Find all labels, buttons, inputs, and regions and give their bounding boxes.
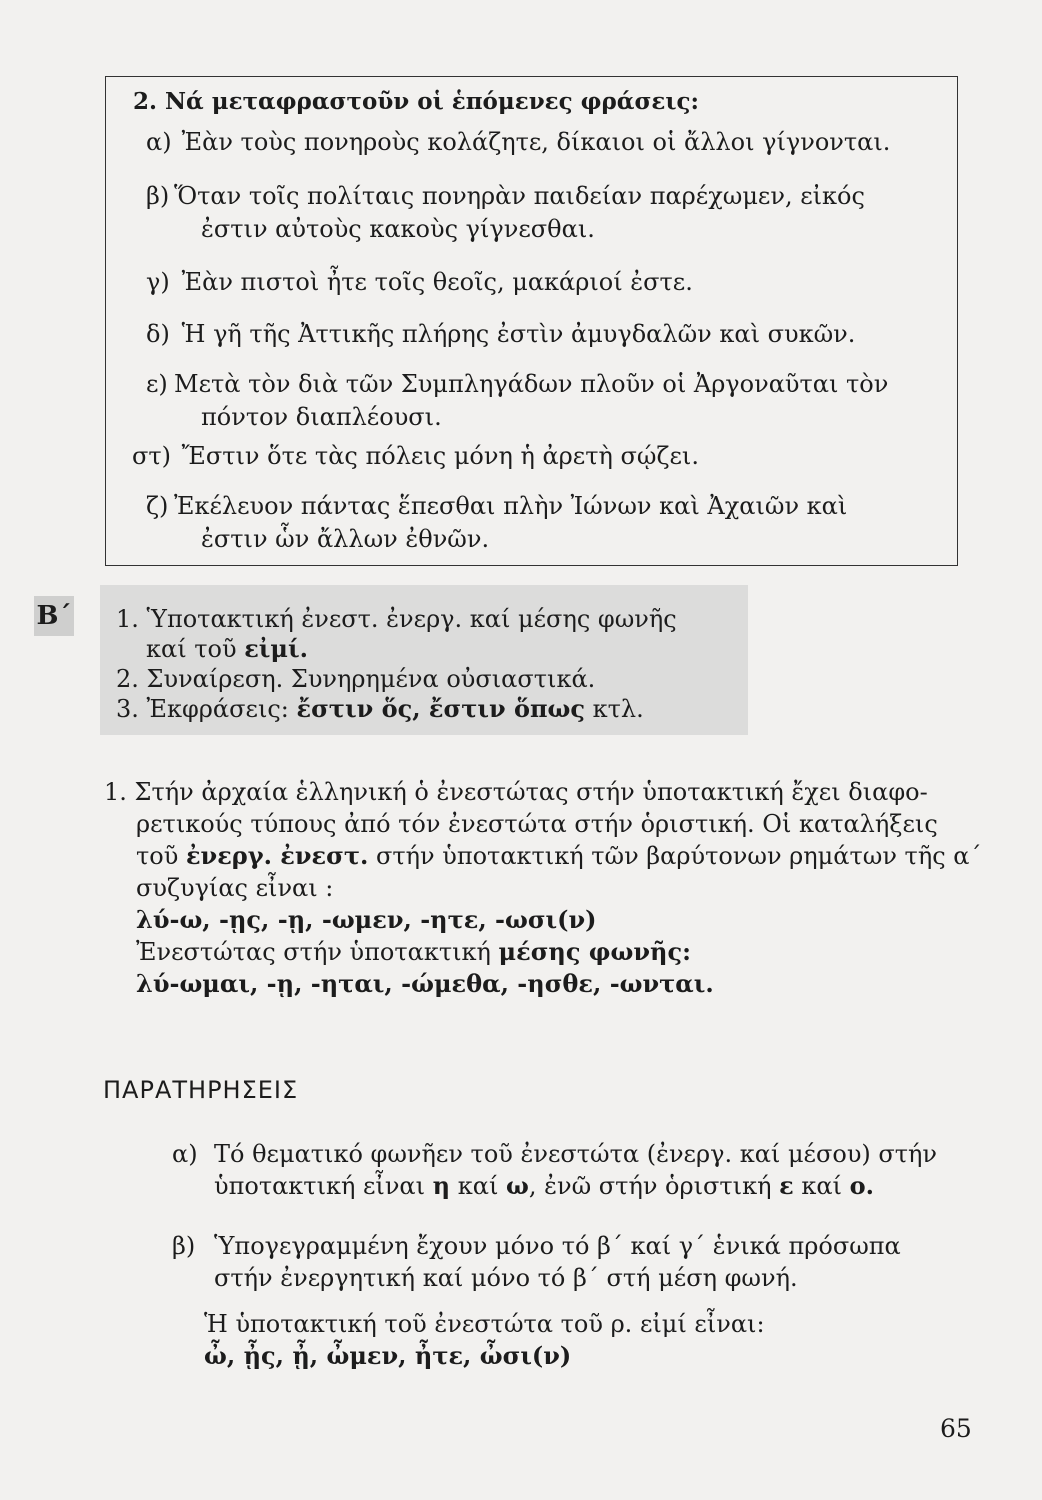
body-paragraph <box>104 776 981 1000</box>
item-label: ε) <box>146 370 168 398</box>
exercise-item-z <box>146 490 847 556</box>
observation-c <box>204 1308 765 1372</box>
obs-line: στήν ἐνεργητική καί μόνο τό β΄ στή μέση φωνή. <box>214 1264 798 1292</box>
body-line: συζυγίας εἶναι : <box>136 874 334 902</box>
obs-line <box>172 1170 937 1202</box>
exercise-item-d <box>146 318 855 351</box>
body-line: ρετικούς τύπους ἀπό τόν ἐνεστώτα στήν ὁριστική. Οἱ καταλήξεις <box>136 810 938 838</box>
item-text: Ἐκέλευον πάντας ἕπεσθαι πλὴν Ἰώνων καὶ Ἀχαιῶν καὶ <box>174 492 848 520</box>
body-bold: ἐνεργ. ἐνεστ. <box>185 841 369 870</box>
obs-bold: ε <box>779 1171 794 1200</box>
obs-text: , ἐνῶ στήν ὁριστική <box>528 1172 780 1200</box>
obs-text: Τό θεματικό φωνῆεν τοῦ ἐνεστώτα (ἐνεργ. καί μέσου) στήν <box>214 1140 938 1168</box>
obs-label: β) <box>172 1232 196 1260</box>
obs-text: Ὑπογεγραμμένη ἔχουν μόνο τό β΄ καί γ΄ ἑνικά πρόσωπα <box>214 1232 901 1260</box>
body-text: Ἐνεστώτας στήν ὑποτακτική <box>136 938 499 966</box>
section-mark: Β΄ <box>34 596 74 636</box>
item-text: Ἐὰν τοὺς πονηροὺς κολάζητε, δίκαιοι οἱ ἄλλοι γίγνονται. <box>181 128 891 156</box>
body-text: τοῦ <box>136 842 186 870</box>
item-text: Ἐὰν πιστοὶ ἦτε τοῖς θεοῖς, μακάριοί ἐστε. <box>181 268 693 296</box>
exercise-item-st <box>132 440 699 473</box>
body-line <box>104 936 981 968</box>
summary-text: 3. Ἐκφράσεις: <box>116 695 297 723</box>
obs-bold: η <box>432 1171 451 1200</box>
obs-line: Ἡ ὑποτακτική τοῦ ἐνεστώτα τοῦ ρ. εἰμί εἶναι: <box>204 1310 765 1338</box>
obs-text: καί <box>793 1172 850 1200</box>
item-text-cont: ἐστιν αὐτοὺς κακοὺς γίγνεσθαι. <box>201 215 595 243</box>
item-label: α) <box>146 128 172 156</box>
exercise-item-b <box>146 180 865 246</box>
item-label: γ) <box>146 268 170 296</box>
summary-line-2: 2. Συναίρεση. Συνηρημένα οὐσιαστικά. <box>116 665 596 693</box>
obs-text: ὑποτακτική εἶναι <box>214 1172 433 1200</box>
body-line: 1. Στήν ἀρχαία ἑλληνική ὁ ἐνεστώτας στήν ὑποτακτική ἔχει διαφο- <box>104 778 928 806</box>
obs-bold: ω <box>506 1171 529 1200</box>
obs-text: καί <box>450 1172 506 1200</box>
summary-line-1b <box>116 634 677 664</box>
item-label: στ) <box>132 442 172 470</box>
summary-bold: εἰμί. <box>244 634 308 663</box>
item-text-cont: πόντον διαπλέουσι. <box>201 403 442 431</box>
body-line <box>104 840 981 872</box>
item-label: β) <box>146 182 170 210</box>
item-text-cont: ἐστιν ὧν ἄλλων ἐθνῶν. <box>201 525 490 553</box>
item-text: Ἔστιν ὅτε τὰς πόλεις μόνη ἡ ἀρετὴ σῴζει. <box>181 442 699 470</box>
obs-bold: ο. <box>849 1171 874 1200</box>
body-text: στήν ὑποτακτική τῶν βαρύτονων ρημάτων τῆς α΄ <box>368 842 982 870</box>
observation-b <box>172 1230 901 1294</box>
observations-heading: ΠΑΡΑΤΗΡΗΣΕΙΣ <box>103 1076 299 1104</box>
endings-middle: λύ-ωμαι, -ῃ, -ηται, -ώμεθα, -ησθε, -ωνται. <box>136 969 714 998</box>
summary-line-3 <box>116 694 677 724</box>
observation-a <box>172 1138 937 1202</box>
exercise-item-e <box>146 368 888 434</box>
summary-text: καί τοῦ <box>146 635 245 663</box>
endings-active: λύ-ω, -ῃς, -ῃ, -ωμεν, -ητε, -ωσι(ν) <box>136 905 597 934</box>
exercise-title: 2. Νά μεταφραστοῦν οἱ ἑπόμενες φράσεις: <box>133 88 700 115</box>
item-text: Ἡ γῆ τῆς Ἀττικῆς πλήρης ἐστὶν ἀμυγδαλῶν καὶ συκῶν. <box>181 320 856 348</box>
eimi-forms: ὦ, ᾖς, ᾖ, ὦμεν, ἦτε, ὦσι(ν) <box>204 1341 572 1370</box>
item-label: δ) <box>146 320 170 348</box>
obs-label: α) <box>172 1140 198 1168</box>
summary-line-1: 1. Ὑποτακτική ἐνεστ. ἐνεργ. καί μέσης φωνῆς <box>116 605 677 633</box>
item-label: ζ) <box>146 492 169 520</box>
summary-bold: ἔστιν ὅς, ἔστιν ὅπως <box>296 694 585 723</box>
section-summary <box>116 604 677 724</box>
exercise-item-c <box>146 266 693 299</box>
item-text: Μετὰ τὸν διὰ τῶν Συμπληγάδων πλοῦν οἱ Ἀργοναῦται τὸν <box>174 370 889 398</box>
exercise-item-a <box>146 126 890 159</box>
summary-text: κτλ. <box>585 695 644 723</box>
body-bold: μέσης φωνῆς: <box>498 937 691 966</box>
item-text: Ὅταν τοῖς πολίταις πονηρὰν παιδείαν παρέχωμεν, εἰκός <box>174 182 865 210</box>
page-number: 65 <box>940 1414 972 1443</box>
